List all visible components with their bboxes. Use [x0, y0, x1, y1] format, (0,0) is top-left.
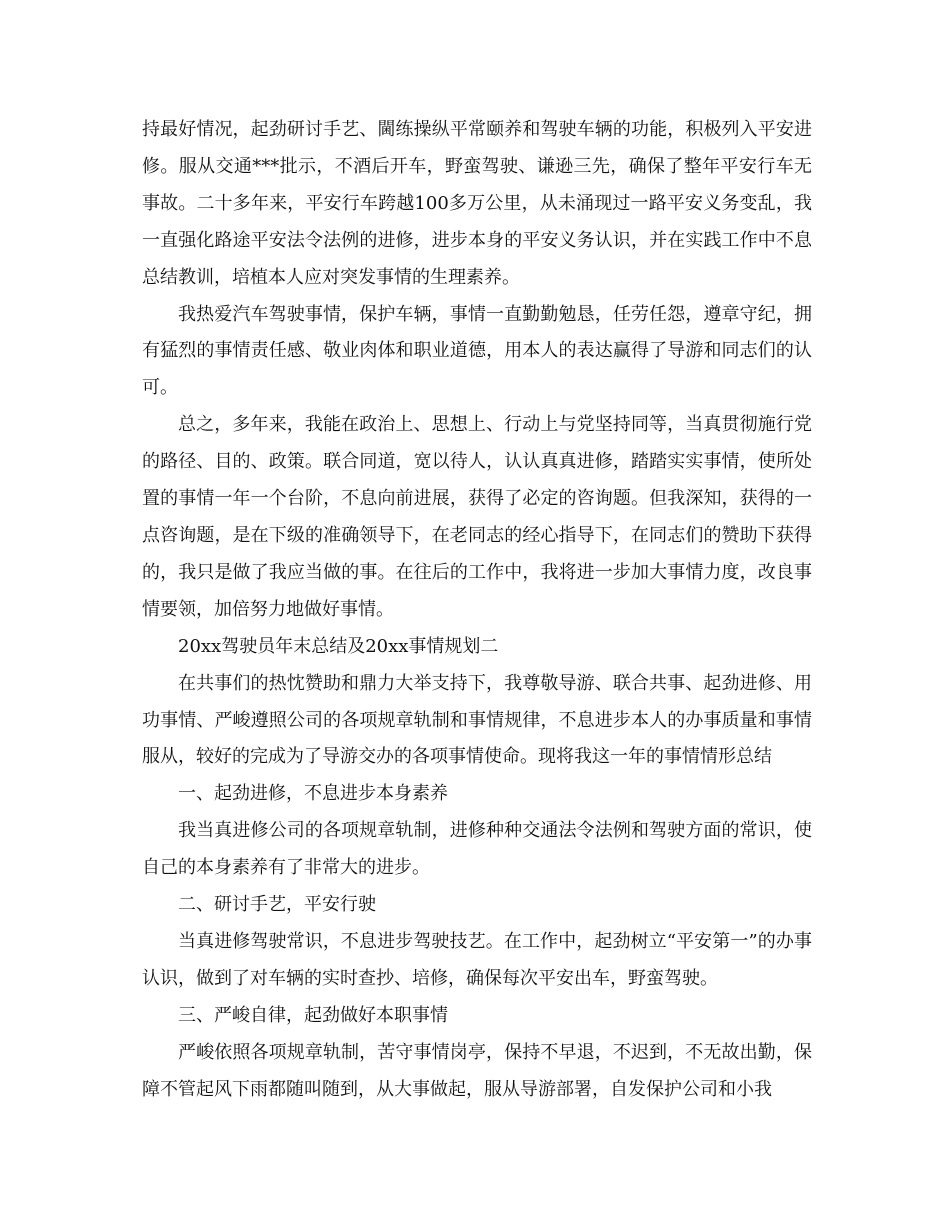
body-paragraph: 我当真进修公司的各项规章轨制，进修种种交通法令法例和驾驶方面的常识，使自己的本身素养有了非常大的进步。 [142, 820, 812, 879]
body-paragraph: 严峻依照各项规章轨制，苦守事情岗亭，保持不早退，不迟到，不无故出勤，保障不管起风下雨都随叫随到，从大事做起，服从导游部署，自发保护公司和小我 [142, 1041, 812, 1100]
subsection-heading: 三、严峻自律，起劲做好本职事情 [178, 1004, 448, 1026]
body-paragraph: 持最好情况，起劲研讨手艺、閫练操纵平常颐养和驾驶车辆的功能，积极列入平安进修。服从交通***批示，不酒后开车，野蛮驾驶、谦逊三先，确保了整年平安行车无事故。二十多年来，平安行车跨越100多万公里，从未涌现过一路平安义务变乱，我一直强化路途平安法令法例的进修，进步本身的平安义务认识，并在实践工作中不息总结教训，培植本人应对突发事情的生理素养。 [142, 119, 812, 288]
body-paragraph: 在共事们的热忱赞助和鼎力大举支持下，我尊敬导游、联合共事、起劲进修、用功事情、严峻遵照公司的各项规章轨制和事情规律，不息进步本人的办事质量和事情服从，较好的完成为了导游交办的各项事情使命。现将我这一年的事情情形总结 [142, 672, 812, 768]
document-body [142, 112, 812, 1108]
subsection-heading: 二、研讨手艺，平安行驶 [178, 894, 376, 916]
body-paragraph: 总之，多年来，我能在政治上、思想上、行动上与党坚持同等，当真贯彻施行党的路径、目的、政策。联合同道，宽以待人，认认真真进修，踏踏实实事情，使所处置的事情一年一个台阶，不息向前进展，获得了必定的咨询题。但我深知，获得的一点咨询题，是在下级的准确领导下，在老同志的经心指导下，在同志们的赞助下获得的，我只是做了我应当做的事。在往后的工作中，我将进一步加大事情力度，改良事情要领，加倍努力地做好事情。 [142, 414, 812, 620]
body-paragraph: 我热爱汽车驾驶事情，保护车辆，事情一直勤勤勉恳，任劳任怨，遵章守纪，拥有猛烈的事情责任感、敬业肉体和职业道德，用本人的表达赢得了导游和同志们的认可。 [142, 303, 812, 399]
section-title: 20xx驾驶员年末总结及20xx事情规划二 [178, 635, 499, 657]
subsection-heading: 一、起劲进修，不息进步本身素养 [178, 783, 448, 805]
body-paragraph: 当真进修驾驶常识，不息进步驾驶技艺。在工作中，起劲树立“平安第一”的办事认识，做到了对车辆的实时查抄、培修，确保每次平安出车，野蛮驾驶。 [142, 930, 812, 989]
